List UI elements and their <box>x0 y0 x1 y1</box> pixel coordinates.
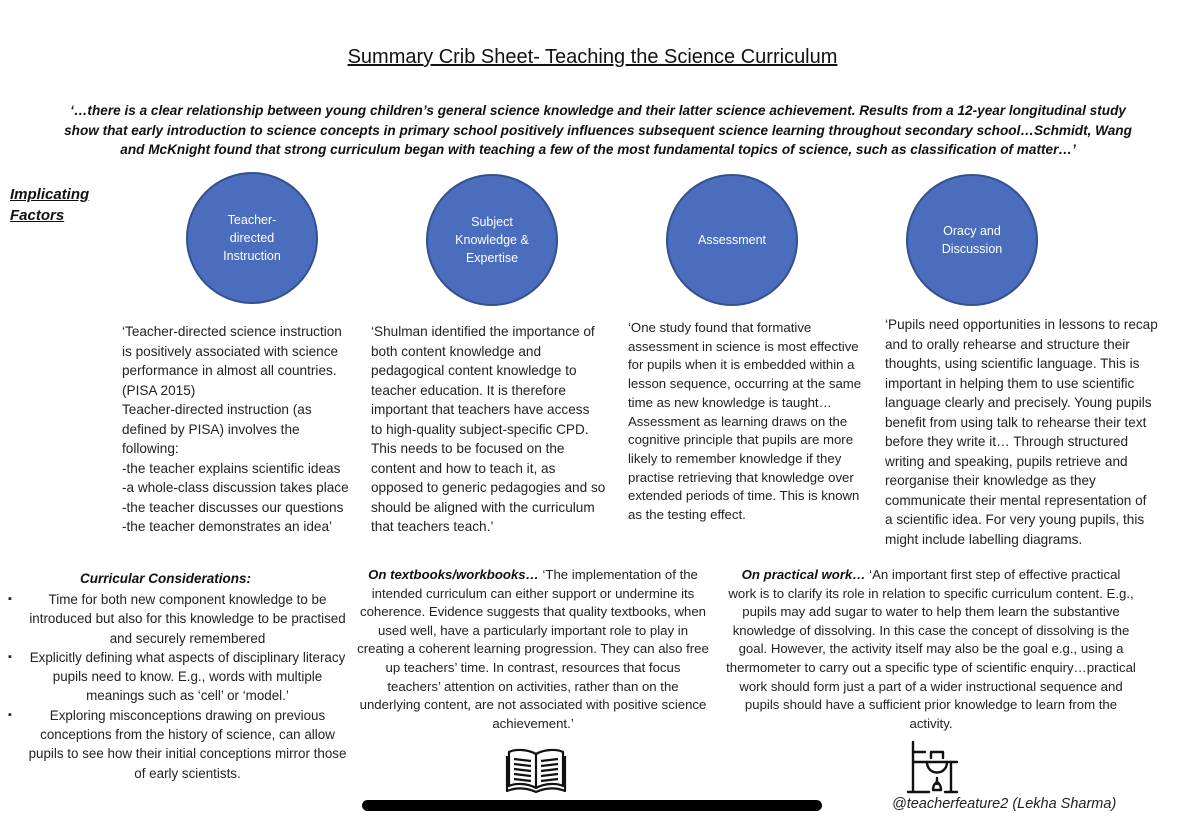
implicating-label-line1: Implicating <box>10 186 90 203</box>
open-book-icon <box>505 746 567 794</box>
factor-circle-oracy: Oracy and Discussion <box>906 174 1038 306</box>
intro-quote: ‘…there is a clear relationship between young children’s general science knowledge and their latter science achievement. Results from a 12-year longitudinal study show that early introduction to science concepts in primary school positively influences subsequent science learning throughout secondary school…Schmidt, Wang and McKnight found that strong curriculum began with teaching a few of the most fundamental topics of science, such as classification of matter…’ <box>64 103 1132 157</box>
author-credit: @teacherfeature2 (Lekha Sharma) <box>892 796 1117 812</box>
factor-text-oracy: ‘Pupils need opportunities in lessons to recap and to orally rehearse and structure their thoughts, using scientific language. This is important in helping them to use scientific language clearly and precisely. Young pupils benefit from using talk to rehearse their text before they write it… Through structured writing and speaking, pupils retrieve and reorganise their knowledge as they communicate their mental representation of a scientific idea. For very young pupils, this might include labelling diagrams. <box>885 317 1158 547</box>
factor-text-teacher-directed: ‘Teacher-directed science instruction is positively associated with science performance in almost all countries. (PISA 2015) Teacher-directed instruction (as defined by PISA) involves the following: -the teacher explains scientific ideas -a whole-class discussion takes place -the teacher discusses our questions -the teacher demonstrates an idea’ <box>122 324 349 534</box>
square-bullet-icon: ▪ <box>8 708 12 721</box>
practical-heading: On practical work… <box>741 567 866 582</box>
factor-text-assessment: ‘One study found that formative assessment in science is most effective for pupils when it is embedded within a lesson sequence, occurring at the same time as new knowledge is taught… Assessment as learning draws on the cognitive principle that pupils are more likely to remember knowledge if they practise retrieving that knowledge over extended periods of time. This is known as the testing effect. <box>628 320 862 523</box>
curricular-list <box>8 590 353 783</box>
scrollbar[interactable] <box>362 800 822 811</box>
textbooks-heading: On textbooks/workbooks… <box>368 567 539 582</box>
factor-circle-subject-knowledge: Subject Knowledge & Expertise <box>426 174 558 306</box>
square-bullet-icon: ▪ <box>8 593 12 605</box>
textbooks-section <box>357 566 709 733</box>
factor-circle-assessment: Assessment <box>666 174 798 306</box>
lab-apparatus-icon <box>905 738 965 794</box>
page-title: Summary Crib Sheet- Teaching the Science Curriculum <box>347 46 838 68</box>
textbooks-text: ‘The implementation of the intended curriculum can either support or undermine its coherence. Evidence suggests that quality textbooks, when used well, have a particularly important role to play in creating a coherent learning progression. They can also free up teachers’ time. In contrast, resources that focus teachers’ attention on activities, rather than on the underlying content, are not associated with positive science achievement.’ <box>357 567 709 731</box>
practical-section <box>726 566 1136 733</box>
implicating-factors-heading <box>10 184 89 226</box>
factor-text-subject-knowledge: ‘Shulman identified the importance of both content knowledge and pedagogical content knowledge to teacher education. It is therefore important that teachers have access to high-quality subject-specific CPD. This needs to be focused on the content and how to teach it, as opposed to generic pedagogies and so should be aligned with the curriculum that teachers teach.’ <box>371 324 606 534</box>
list-item: ▪ Time for both new component knowledge to be introduced but also for this knowledge to be practised and securely remembered <box>8 592 346 646</box>
practical-text: ‘An important first step of effective practical work is to clarify its role in relation to specific curriculum content. E.g., pupils may add sugar to water to help them learn the substantive knowledge of dissolving. In this case the concept of dissolving is the goal. However, the activity itself may also be the goal e.g., using a thermometer to carry out a specific type of scientific enquiry…practical work should form just a part of a wider instructional sequence and pupils should have a sufficient prior knowledge to learn from the activity. <box>726 567 1136 731</box>
square-bullet-icon: ▪ <box>8 650 12 663</box>
list-item: ▪ Exploring misconceptions drawing on previous conceptions from the history of science, can allow pupils to see how their initial conceptions mirror those of early scientists. <box>8 707 347 781</box>
list-item: ▪ Explicitly defining what aspects of disciplinary literacy pupils need to know. E.g., words with multiple meanings such as ‘cell’ or ‘model.’ <box>8 649 346 704</box>
factor-circle-teacher-directed: Teacher-directed Instruction <box>186 172 318 304</box>
implicating-label-line2: Factors <box>10 207 65 224</box>
curricular-heading: Curricular Considerations: <box>80 571 252 586</box>
